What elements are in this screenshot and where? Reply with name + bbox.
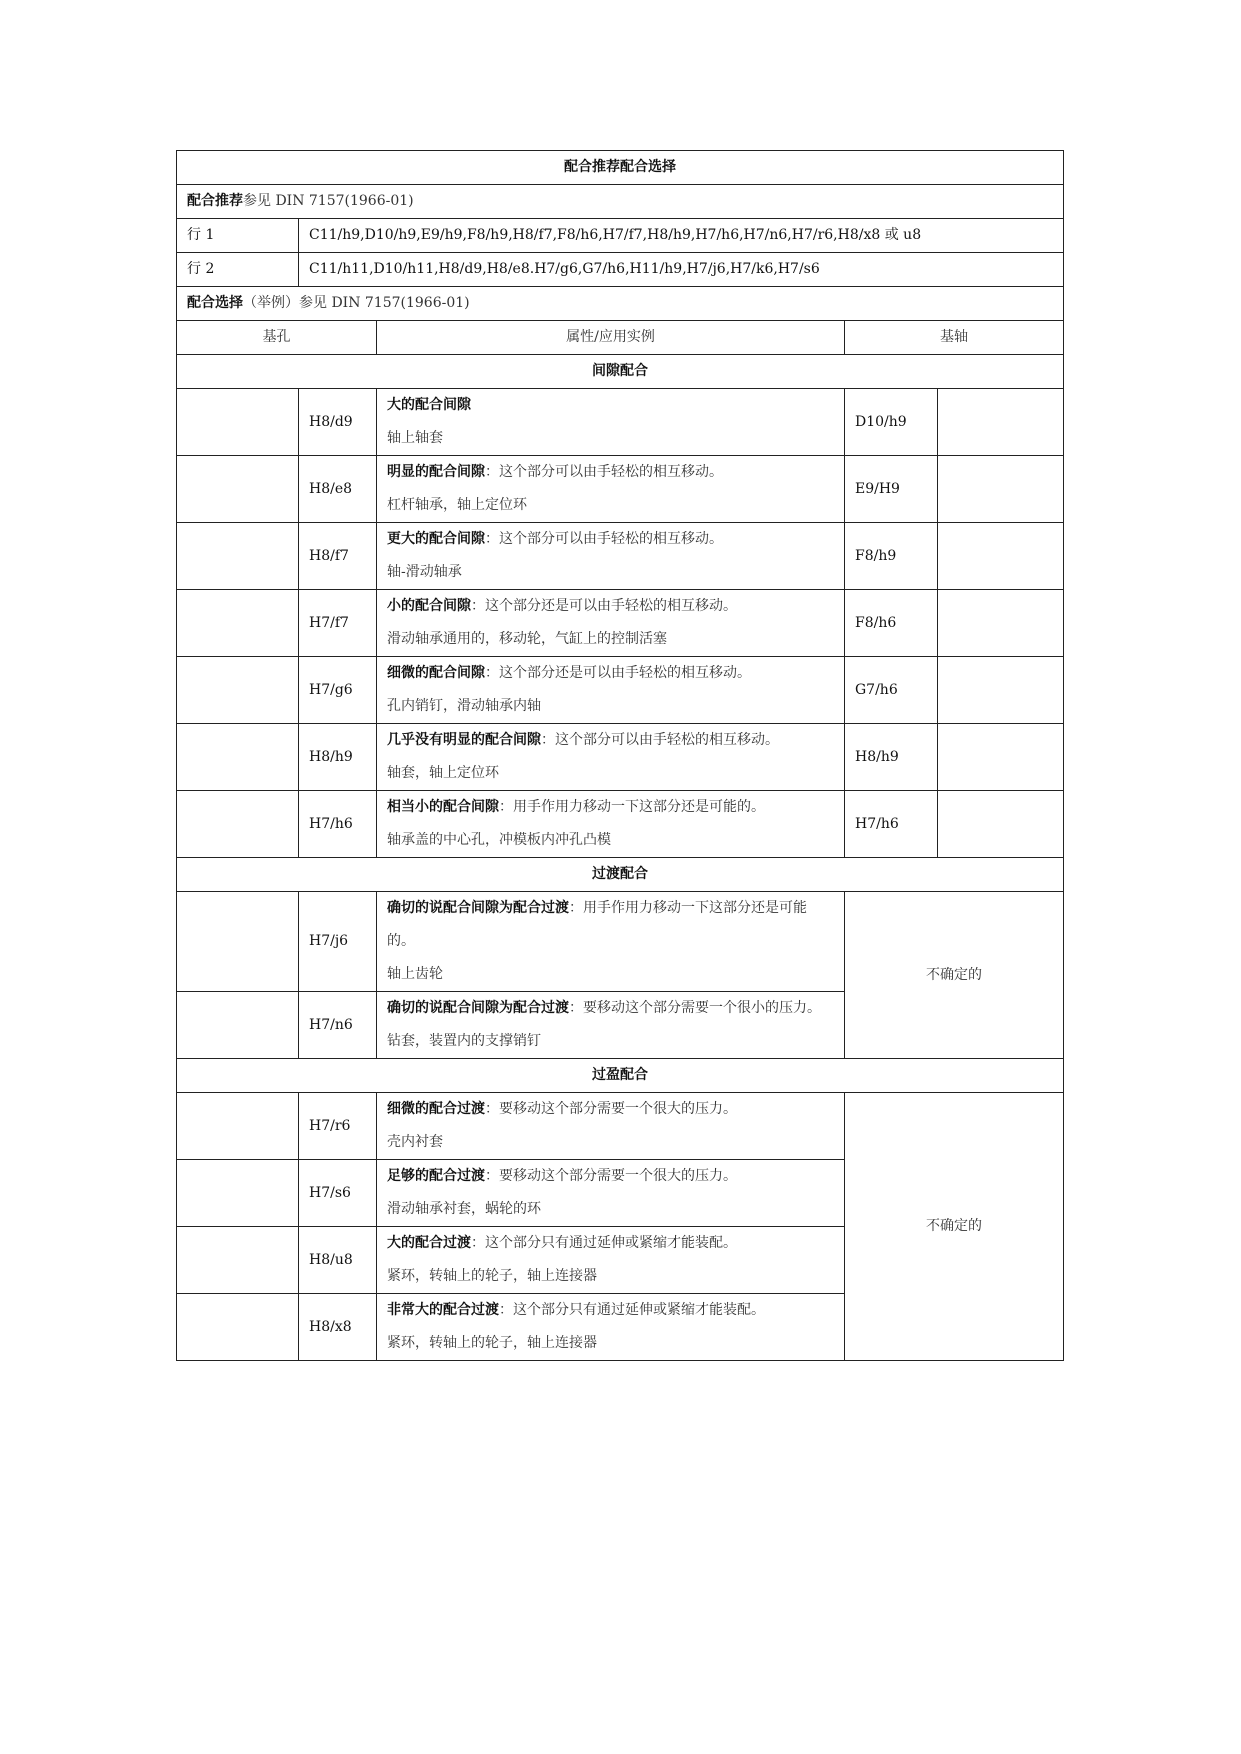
fit-example: 紧环，转轴上的轮子，轴上连接器 xyxy=(387,1335,597,1351)
fit-example: 轴-滑动轴承 xyxy=(387,564,462,580)
fit-property xyxy=(387,1227,834,1260)
hole-fit-code: H7/h6 xyxy=(299,791,377,858)
fit-description xyxy=(377,892,845,992)
fit-description xyxy=(377,1160,845,1227)
section-title: 过盈配合 xyxy=(177,1059,1064,1093)
empty-cell xyxy=(177,523,299,590)
empty-cell xyxy=(938,791,1064,858)
hole-basis-header: 基孔 xyxy=(177,321,377,355)
fit-name: 小的配合间隙 xyxy=(387,598,471,614)
fit-description xyxy=(377,523,845,590)
fit-description xyxy=(377,1093,845,1160)
fit-example: 钻套，装置内的支撑销钉 xyxy=(387,1033,541,1049)
fit-row xyxy=(177,590,1064,657)
fit-description xyxy=(377,724,845,791)
hole-fit-code: H7/r6 xyxy=(299,1093,377,1160)
fit-example: 轴上齿轮 xyxy=(387,966,443,982)
select-example: （举例） xyxy=(243,295,299,311)
shaft-undetermined: 不确定的 xyxy=(845,1093,1064,1361)
empty-cell xyxy=(938,389,1064,456)
fit-detail: ：这个部分只有通过延伸或紧缩才能装配。 xyxy=(499,1302,765,1318)
empty-cell xyxy=(938,523,1064,590)
hole-fit-code: H8/h9 xyxy=(299,724,377,791)
hole-fit-code: H7/j6 xyxy=(299,892,377,992)
shaft-undetermined: 不确定的 xyxy=(845,892,1064,1059)
fit-property xyxy=(387,456,834,489)
recommend-label: 配合推荐 xyxy=(187,193,243,209)
shaft-fit-code: H7/h6 xyxy=(845,791,938,858)
fit-detail: ：这个部分还是可以由手轻松的相互移动。 xyxy=(471,598,737,614)
empty-cell xyxy=(177,1227,299,1294)
fit-name: 足够的配合过渡 xyxy=(387,1168,485,1184)
empty-cell xyxy=(177,590,299,657)
series-values: C11/h11,D10/h11,H8/d9,H8/e8.H7/g6,G7/h6,H11/h9,H7/j6,H7/k6,H7/s6 xyxy=(299,253,1064,287)
shaft-fit-code: F8/h9 xyxy=(845,523,938,590)
section-title: 间隙配合 xyxy=(177,355,1064,389)
recommend-heading xyxy=(177,185,1064,219)
fit-property xyxy=(387,992,834,1025)
fit-property xyxy=(387,791,834,824)
fit-example: 壳内衬套 xyxy=(387,1134,443,1150)
section-row xyxy=(177,1059,1064,1093)
fit-name: 细微的配合过渡 xyxy=(387,1101,485,1117)
fit-description xyxy=(377,1294,845,1361)
recommend-row xyxy=(177,185,1064,219)
fit-detail: ：用手作用力移动一下这部分还是可能的。 xyxy=(387,900,807,949)
fit-description xyxy=(377,389,845,456)
fit-property xyxy=(387,523,834,556)
hole-fit-code: H7/g6 xyxy=(299,657,377,724)
fit-row xyxy=(177,724,1064,791)
hole-fit-code: H8/f7 xyxy=(299,523,377,590)
empty-cell xyxy=(177,389,299,456)
fit-name: 非常大的配合过渡 xyxy=(387,1302,499,1318)
fit-description xyxy=(377,992,845,1059)
fit-name: 大的配合过渡 xyxy=(387,1235,471,1251)
empty-cell xyxy=(177,1160,299,1227)
fit-row xyxy=(177,456,1064,523)
empty-cell xyxy=(177,456,299,523)
empty-cell xyxy=(177,657,299,724)
fit-detail: ：这个部分只有通过延伸或紧缩才能装配。 xyxy=(471,1235,737,1251)
fit-property xyxy=(387,892,834,958)
fit-detail: ：这个部分可以由手轻松的相互移动。 xyxy=(485,464,723,480)
section-row xyxy=(177,858,1064,892)
shaft-fit-code: E9/H9 xyxy=(845,456,938,523)
fit-row xyxy=(177,523,1064,590)
empty-cell xyxy=(938,590,1064,657)
fit-detail: ：这个部分还是可以由手轻松的相互移动。 xyxy=(485,665,751,681)
fit-table xyxy=(176,150,1064,1361)
fit-property xyxy=(387,590,834,623)
shaft-fit-code: D10/h9 xyxy=(845,389,938,456)
series-label: 行 1 xyxy=(177,219,299,253)
shaft-fit-code: G7/h6 xyxy=(845,657,938,724)
title-row xyxy=(177,151,1064,185)
hole-fit-code: H8/x8 xyxy=(299,1294,377,1361)
select-row xyxy=(177,287,1064,321)
fit-description xyxy=(377,456,845,523)
fit-name: 大的配合间隙 xyxy=(387,397,471,413)
series-row-2 xyxy=(177,253,1064,287)
fit-detail: ：要移动这个部分需要一个很大的压力。 xyxy=(485,1101,737,1117)
fit-detail: ：用手作用力移动一下这部分还是可能的。 xyxy=(499,799,765,815)
fit-name: 几乎没有明显的配合间隙 xyxy=(387,732,541,748)
fit-detail: ：这个部分可以由手轻松的相互移动。 xyxy=(485,531,723,547)
fit-row xyxy=(177,791,1064,858)
recommend-ref: 参见 DIN 7157(1966-01) xyxy=(243,193,414,209)
hole-fit-code: H8/d9 xyxy=(299,389,377,456)
fit-description xyxy=(377,791,845,858)
fit-name: 明显的配合间隙 xyxy=(387,464,485,480)
page-title: 配合推荐配合选择 xyxy=(177,151,1064,185)
section-title: 过渡配合 xyxy=(177,858,1064,892)
section-row xyxy=(177,355,1064,389)
fit-description xyxy=(377,590,845,657)
fit-example: 轴上轴套 xyxy=(387,430,443,446)
select-ref: 参见 DIN 7157(1966-01) xyxy=(299,295,470,311)
hole-fit-code: H8/e8 xyxy=(299,456,377,523)
select-label: 配合选择 xyxy=(187,295,243,311)
fit-property xyxy=(387,389,834,422)
series-row-1 xyxy=(177,219,1064,253)
empty-cell xyxy=(938,657,1064,724)
empty-cell xyxy=(177,1093,299,1160)
shaft-fit-code: H8/h9 xyxy=(845,724,938,791)
shaft-basis-header: 基轴 xyxy=(845,321,1064,355)
fit-row xyxy=(177,657,1064,724)
fit-detail: ：这个部分可以由手轻松的相互移动。 xyxy=(541,732,779,748)
column-header-row xyxy=(177,321,1064,355)
fit-example: 轴套，轴上定位环 xyxy=(387,765,499,781)
hole-fit-code: H7/n6 xyxy=(299,992,377,1059)
fit-example: 紧环，转轴上的轮子，轴上连接器 xyxy=(387,1268,597,1284)
fit-example: 轴承盖的中心孔，冲模板内冲孔凸模 xyxy=(387,832,611,848)
empty-cell xyxy=(177,724,299,791)
select-heading xyxy=(177,287,1064,321)
empty-cell xyxy=(177,992,299,1059)
fit-property xyxy=(387,1160,834,1193)
empty-cell xyxy=(177,1294,299,1361)
fit-name: 细微的配合间隙 xyxy=(387,665,485,681)
fit-example: 杠杆轴承，轴上定位环 xyxy=(387,497,527,513)
fit-description xyxy=(377,657,845,724)
series-label: 行 2 xyxy=(177,253,299,287)
fit-example: 滑动轴承通用的，移动轮，气缸上的控制活塞 xyxy=(387,631,667,647)
fit-detail: ：要移动这个部分需要一个很大的压力。 xyxy=(485,1168,737,1184)
series-values: C11/h9,D10/h9,E9/h9,F8/h9,H8/f7,F8/h6,H7/f7,H8/h9,H7/h6,H7/n6,H7/r6,H8/x8 或 u8 xyxy=(299,219,1064,253)
fit-name: 更大的配合间隙 xyxy=(387,531,485,547)
fit-property xyxy=(387,657,834,690)
fit-property xyxy=(387,1093,834,1126)
fit-row xyxy=(177,389,1064,456)
fit-example: 滑动轴承衬套，蜗轮的环 xyxy=(387,1201,541,1217)
empty-cell xyxy=(177,791,299,858)
empty-cell xyxy=(938,724,1064,791)
empty-cell xyxy=(938,456,1064,523)
empty-cell xyxy=(177,892,299,992)
fit-row xyxy=(177,1093,1064,1160)
property-header: 属性/应用实例 xyxy=(377,321,845,355)
hole-fit-code: H8/u8 xyxy=(299,1227,377,1294)
fit-table-body xyxy=(177,151,1064,1361)
fit-name: 相当小的配合间隙 xyxy=(387,799,499,815)
fit-description xyxy=(377,1227,845,1294)
fit-property xyxy=(387,1294,834,1327)
fit-name: 确切的说配合间隙为配合过渡 xyxy=(387,1000,569,1016)
fit-name: 确切的说配合间隙为配合过渡 xyxy=(387,900,569,916)
fit-row xyxy=(177,892,1064,992)
fit-property xyxy=(387,724,834,757)
fit-example: 孔内销钉，滑动轴承内轴 xyxy=(387,698,541,714)
fit-detail: ：要移动这个部分需要一个很小的压力。 xyxy=(569,1000,821,1016)
hole-fit-code: H7/s6 xyxy=(299,1160,377,1227)
shaft-fit-code: F8/h6 xyxy=(845,590,938,657)
hole-fit-code: H7/f7 xyxy=(299,590,377,657)
